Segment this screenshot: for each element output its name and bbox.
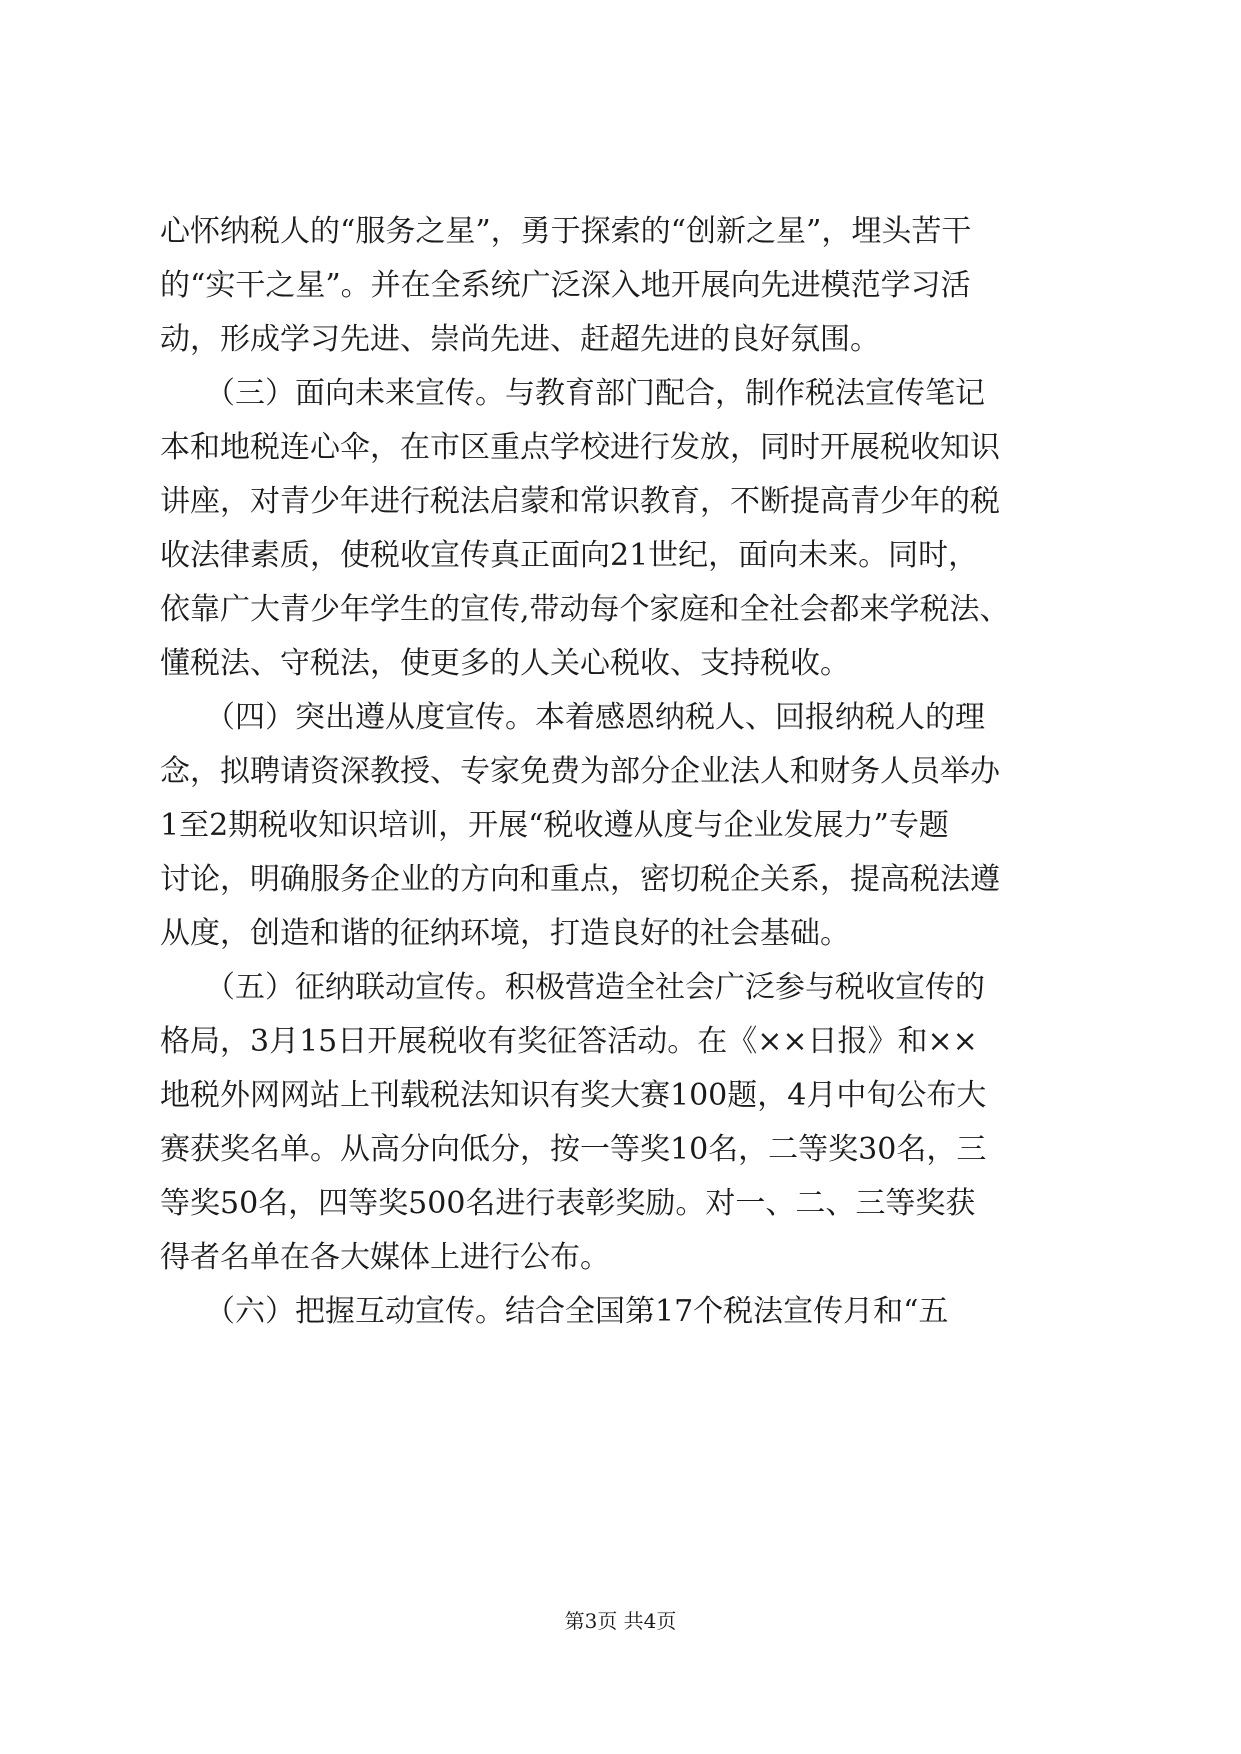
body-text-line: 从度，创造和谐的征纳环境，打造良好的社会基础。 [160,916,850,951]
body-text-line: （三）面向未来宣传。与教育部门配合，制作税法宣传笔记 [160,376,985,411]
body-text-line: 讨论，明确服务企业的方向和重点，密切税企关系，提高税法遵 [160,862,1000,897]
body-text-line: 本和地税连心伞，在市区重点学校进行发放，同时开展税收知识 [160,430,1000,465]
page-footer: 第3页 共4页 [564,1609,677,1633]
body-text-line: 念，拟聘请资深教授、专家免费为部分企业法人和财务人员举办 [160,754,1000,789]
body-text-line: （五）征纳联动宣传。积极营造全社会广泛参与税收宣传的 [160,970,985,1005]
body-text-line: 收法律素质，使税收宣传真正面向21世纪，面向未来。同时， [160,538,979,573]
body-text-line: 懂税法、守税法，使更多的人关心税收、支持税收。 [160,646,850,681]
body-text-line: （六）把握互动宣传。结合全国第17个税法宣传月和“五 [160,1294,949,1329]
body-text-line: 心怀纳税人的“服务之星”，勇于探索的“创新之星”，埋头苦干 [160,214,972,249]
body-text-line: 动，形成学习先进、崇尚先进、赶超先进的良好氛围。 [160,322,880,357]
body-text-line: （四）突出遵从度宣传。本着感恩纳税人、回报纳税人的理 [160,700,985,735]
body-text-line: 格局，3月15日开展税收有奖征答活动。在《××日报》和×× [160,1024,978,1059]
body-text-line: 1至2期税收知识培训，开展“税收遵从度与企业发展力”专题 [160,808,949,843]
body-text-line: 地税外网网站上刊载税法知识有奖大赛100题，4月中旬公布大 [160,1078,987,1113]
body-text-line: 的“实干之星”。并在全系统广泛深入地开展向先进模范学习活 [160,268,971,303]
body-text-line: 讲座，对青少年进行税法启蒙和常识教育，不断提高青少年的税 [160,484,1000,519]
body-text-line: 等奖50名，四等奖500名进行表彰奖励。对一、二、三等奖获 [160,1186,976,1221]
body-text-line: 赛获奖名单。从高分向低分，按一等奖10名，二等奖30名，三 [160,1132,987,1167]
body-text-line: 得者名单在各大媒体上进行公布。 [160,1240,610,1275]
body-text-line: 依靠广大青少年学生的宣传,带动每个家庭和全社会都来学税法、 [160,592,1010,627]
